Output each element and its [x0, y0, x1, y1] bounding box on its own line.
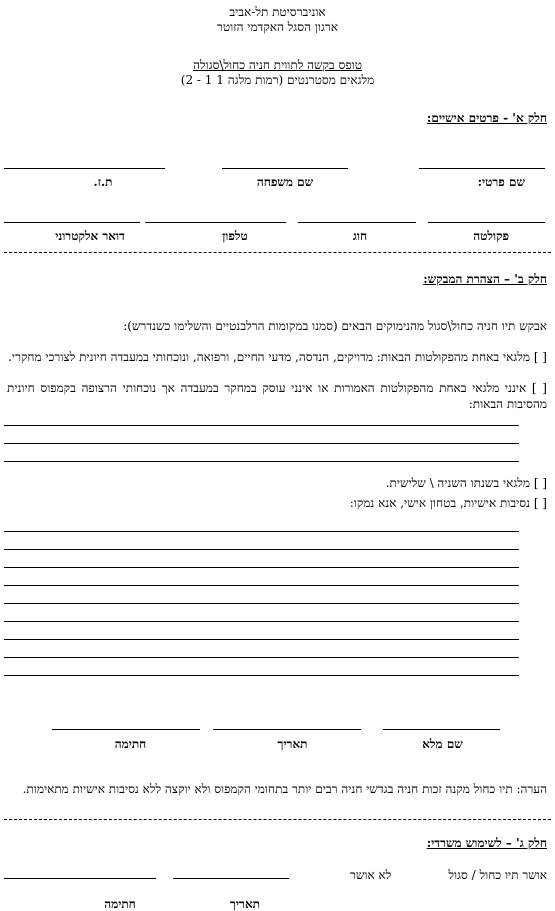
separator-1 — [4, 252, 551, 253]
option-exact-sciences[interactable]: [ ] מלגאי באחת מהפקולטות הבאות: מדויקים, הנדסה, מדעי החיים, ורפואה, ונוכחותי במעבדה חיונית לצורכי מחקרי. — [8, 350, 547, 364]
date-label: תאריך — [277, 737, 308, 751]
personal-reason-line-7[interactable] — [4, 639, 519, 640]
personal-reason-line-2[interactable] — [4, 549, 519, 550]
phone-field[interactable] — [145, 222, 286, 223]
personal-reason-line-8[interactable] — [4, 657, 519, 658]
part-c-heading: חלק ג' – לשימוש משרדי: — [426, 836, 547, 850]
part-a-heading: חלק א' - פרטים אישיים: — [426, 111, 547, 125]
option-second-third-year[interactable]: [ ] מלגאי בשנתו השניה \ שלישית. — [385, 476, 547, 490]
last-name-label: שם משפחה — [256, 175, 314, 189]
reason-line-1[interactable] — [4, 425, 519, 426]
separator-2 — [4, 819, 551, 820]
signature-field[interactable] — [52, 729, 200, 730]
option-campus-presence[interactable]: [ ] אינני מלגאי באחת מהפקולטות האמורות או אינני עוסק במחקר במעבדה אך נוכחותי הרצופה בקמפוס חיונית מהסיבות הבאות: — [7, 381, 547, 411]
full-name-label: שם מלא — [422, 737, 463, 751]
last-name-field[interactable] — [222, 168, 348, 169]
email-field[interactable] — [4, 222, 140, 223]
department-field[interactable] — [298, 222, 416, 223]
part-b-intro: אבקש תיו חניה כחול\סגול מהנימוקים הבאים (סמנו במקומות הרלבנטיים והשלימו כשנדרש): — [123, 319, 547, 333]
personal-reason-line-9[interactable] — [4, 675, 519, 676]
reason-line-3[interactable] — [4, 461, 519, 462]
personal-reason-line-6[interactable] — [4, 621, 519, 622]
phone-label: טלפון — [222, 229, 248, 243]
note: הערה: תיו כחול מקנה זכות חניה בגדשי חניה רבים יותר בתחומי הקמפוס ולא יוקצה ללא נסיבות אישיות מתאימות. — [22, 782, 547, 796]
office-signature-label: חתימה — [104, 897, 136, 911]
office-date-label: תאריך — [230, 897, 260, 911]
signature-label: חתימה — [114, 737, 147, 751]
office-date-field[interactable] — [173, 878, 289, 879]
part-b-heading: חלק ב' – הצהרת המבקש: — [423, 272, 547, 286]
office-signature-field[interactable] — [4, 878, 156, 879]
personal-reason-line-1[interactable] — [4, 531, 519, 532]
reason-line-2[interactable] — [4, 443, 519, 444]
email-label: דואר אלקטרוני — [55, 229, 125, 243]
organization-name: ארגון הסגל האקדמי הזוטר — [217, 20, 338, 34]
full-name-field[interactable] — [383, 729, 500, 730]
faculty-label: פקולטה — [473, 229, 509, 243]
personal-reason-line-5[interactable] — [4, 603, 519, 604]
option-personal-reasons[interactable]: [ ] נסיבות אישיות, בטחון אישי, אנא נמקו: — [349, 496, 547, 510]
form-subtitle: מלגאים מסטרנטים (רמות מלגה 1 1 - 2) — [180, 73, 375, 87]
not-approved-label: לא אושר — [350, 868, 392, 882]
personal-reason-line-3[interactable] — [4, 567, 519, 568]
first-name-label: שם פרטי: — [477, 175, 525, 189]
first-name-field[interactable] — [419, 168, 545, 169]
faculty-field[interactable] — [428, 222, 545, 223]
university-name: אוניברסיטת תל-אביב — [229, 5, 326, 19]
personal-reason-line-4[interactable] — [4, 585, 519, 586]
approved-label: אושר תיו כחול / סגול — [448, 868, 547, 882]
id-number-label: ת.ז. — [93, 175, 113, 189]
department-label: חוג — [352, 229, 368, 243]
form-title: טופס בקשה לתווית חניה כחול\סגולה — [193, 58, 362, 72]
date-field[interactable] — [213, 729, 361, 730]
id-number-field[interactable] — [4, 168, 165, 169]
